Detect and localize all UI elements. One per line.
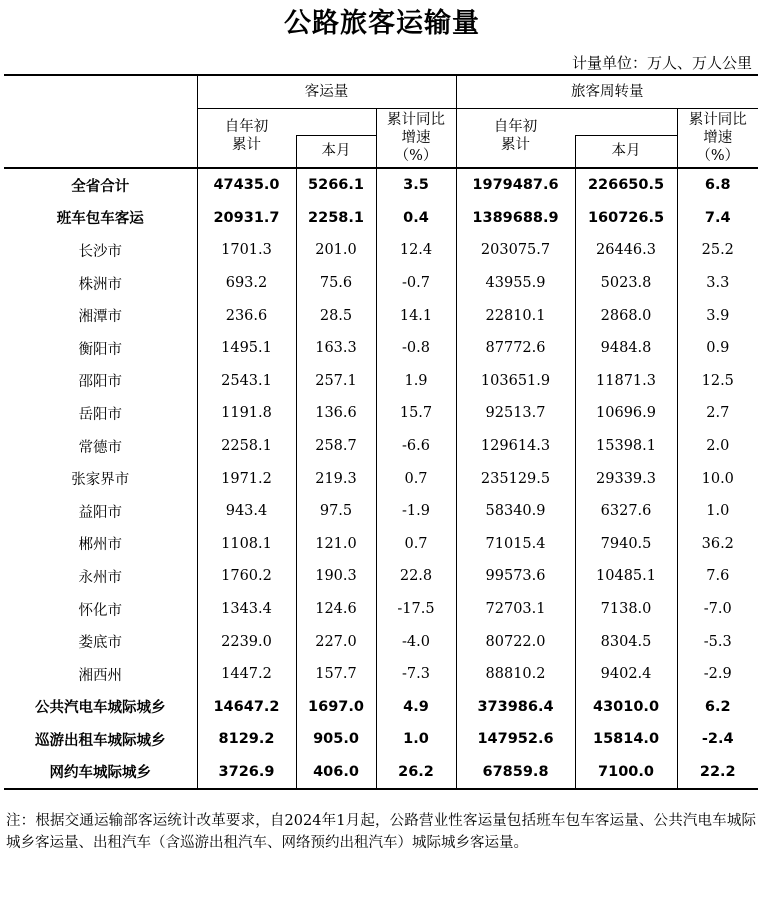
- header-ytd-line2: 累计: [501, 136, 531, 153]
- table-cell: 1.9: [376, 365, 456, 398]
- table-cell: 87772.6: [456, 332, 575, 365]
- header-blank: [4, 75, 197, 168]
- table-cell: 9402.4: [575, 658, 677, 691]
- table-cell: 163.3: [296, 332, 376, 365]
- table-cell: 97.5: [296, 495, 376, 528]
- passenger-transport-table: [4, 74, 758, 790]
- table-cell: 0.7: [376, 528, 456, 561]
- table-cell: 36.2: [677, 528, 758, 561]
- table-cell: 88810.2: [456, 658, 575, 691]
- header-month-volume: 本月: [296, 135, 376, 168]
- table-cell: 26446.3: [575, 234, 677, 267]
- table-cell: 15398.1: [575, 430, 677, 463]
- table-cell: 203075.7: [456, 234, 575, 267]
- header-growth-line1: 累计同比: [387, 111, 445, 128]
- row-label: 长沙市: [78, 243, 122, 260]
- table-row: [4, 495, 758, 528]
- table-cell: 8304.5: [575, 625, 677, 658]
- table-cell: 1108.1: [197, 528, 296, 561]
- table-cell: 1495.1: [197, 332, 296, 365]
- table-cell: 67859.8: [456, 756, 575, 790]
- table-cell: 258.7: [296, 430, 376, 463]
- table-cell: 2239.0: [197, 625, 296, 658]
- table-row: [4, 528, 758, 561]
- table-cell: 5023.8: [575, 267, 677, 300]
- table-cell: 147952.6: [456, 723, 575, 756]
- table-cell: 1191.8: [197, 397, 296, 430]
- header-growth-line2: 增速: [703, 129, 733, 146]
- table-cell: 3726.9: [197, 756, 296, 790]
- table-cell: 406.0: [296, 756, 376, 790]
- table-cell: -2.4: [677, 723, 758, 756]
- table-cell: 257.1: [296, 365, 376, 398]
- table-cell: 22810.1: [456, 299, 575, 332]
- row-label: 湘西州: [78, 667, 122, 684]
- table-cell: -2.9: [677, 658, 758, 691]
- footnote: 注：根据交通运输部客运统计改革要求，自2024年1月起，公路营业性客运量包括班车包车客运量、公共汽电车城际城乡客运量、出租汽车（含巡游出租汽车、网络预约出租汽车）城际城乡客运量。: [6, 813, 756, 851]
- table-cell: 2258.1: [296, 202, 376, 235]
- row-label: 郴州市: [78, 537, 122, 554]
- table-cell: 1697.0: [296, 691, 376, 724]
- table-cell: 43955.9: [456, 267, 575, 300]
- table-cell: 11871.3: [575, 365, 677, 398]
- header-month-turnover: 本月: [575, 135, 677, 168]
- table-cell: -1.9: [376, 495, 456, 528]
- table-cell: 7100.0: [575, 756, 677, 790]
- table-cell: 1979487.6: [456, 168, 575, 202]
- table-cell: 121.0: [296, 528, 376, 561]
- table-cell: 7940.5: [575, 528, 677, 561]
- table-cell: -7.3: [376, 658, 456, 691]
- table-cell: 5266.1: [296, 168, 376, 202]
- table-cell: 226650.5: [575, 168, 677, 202]
- table-cell: 235129.5: [456, 462, 575, 495]
- header-ytd-volume: [197, 108, 296, 168]
- table-row: [4, 365, 758, 398]
- table-cell: 47435.0: [197, 168, 296, 202]
- header-growth-line2: 增速: [401, 129, 431, 146]
- table-cell: 20931.7: [197, 202, 296, 235]
- table-cell: 129614.3: [456, 430, 575, 463]
- table-row: [4, 560, 758, 593]
- table-cell: 136.6: [296, 397, 376, 430]
- table-row: [4, 430, 758, 463]
- header-growth-line3: （%）: [394, 147, 438, 164]
- table-body: [4, 168, 758, 789]
- table-row: [4, 723, 758, 756]
- table-cell: 0.9: [677, 332, 758, 365]
- table-cell: 72703.1: [456, 593, 575, 626]
- page-title: 公路旅客运输量: [284, 8, 480, 39]
- table-row: [4, 462, 758, 495]
- table-row: [4, 267, 758, 300]
- table-row: [4, 202, 758, 235]
- row-label: 班车包车客运: [56, 211, 144, 228]
- table-cell: -4.0: [376, 625, 456, 658]
- unit-label: 计量单位：万人、万人公里: [571, 54, 752, 72]
- table-cell: 227.0: [296, 625, 376, 658]
- table-cell: 219.3: [296, 462, 376, 495]
- row-label: 永州市: [78, 569, 122, 586]
- table-row: [4, 691, 758, 724]
- table-cell: 693.2: [197, 267, 296, 300]
- table-row: [4, 625, 758, 658]
- table-cell: 190.3: [296, 560, 376, 593]
- table-row: [4, 168, 758, 202]
- header-ytd-line1: 自年初: [224, 118, 269, 135]
- table-row: [4, 593, 758, 626]
- table-cell: 99573.6: [456, 560, 575, 593]
- table-cell: 157.7: [296, 658, 376, 691]
- table-cell: 905.0: [296, 723, 376, 756]
- row-label: 邵阳市: [78, 374, 122, 391]
- table-cell: 943.4: [197, 495, 296, 528]
- table-cell: 9484.8: [575, 332, 677, 365]
- table-cell: 3.3: [677, 267, 758, 300]
- table-cell: -0.8: [376, 332, 456, 365]
- row-label: 岳阳市: [78, 406, 122, 423]
- table-cell: 2543.1: [197, 365, 296, 398]
- table-cell: -0.7: [376, 267, 456, 300]
- table-cell: 26.2: [376, 756, 456, 790]
- table-header: [4, 75, 758, 168]
- table-cell: 3.9: [677, 299, 758, 332]
- table-cell: 29339.3: [575, 462, 677, 495]
- table-row: [4, 332, 758, 365]
- table-cell: 71015.4: [456, 528, 575, 561]
- table-cell: 1701.3: [197, 234, 296, 267]
- table-cell: 58340.9: [456, 495, 575, 528]
- table-cell: 15.7: [376, 397, 456, 430]
- table-cell: 8129.2: [197, 723, 296, 756]
- table-row: [4, 756, 758, 790]
- header-growth-line3: （%）: [696, 147, 740, 164]
- table-cell: 373986.4: [456, 691, 575, 724]
- table-cell: 14.1: [376, 299, 456, 332]
- table-cell: 6.8: [677, 168, 758, 202]
- table-cell: 2.0: [677, 430, 758, 463]
- table-cell: 80722.0: [456, 625, 575, 658]
- table-cell: 14647.2: [197, 691, 296, 724]
- table-cell: 2868.0: [575, 299, 677, 332]
- row-label: 娄底市: [78, 635, 122, 652]
- table-cell: 6.2: [677, 691, 758, 724]
- table-cell: 124.6: [296, 593, 376, 626]
- table-row: [4, 658, 758, 691]
- table-cell: 75.6: [296, 267, 376, 300]
- table-cell: 3.5: [376, 168, 456, 202]
- table-row: [4, 397, 758, 430]
- table-cell: 22.8: [376, 560, 456, 593]
- table-cell: 43010.0: [575, 691, 677, 724]
- header-passenger-volume: 客运量: [197, 75, 456, 108]
- table-cell: 7.4: [677, 202, 758, 235]
- table-cell: 6327.6: [575, 495, 677, 528]
- table-cell: 1760.2: [197, 560, 296, 593]
- header-month-volume-top: [296, 108, 376, 135]
- row-label: 网约车城际城乡: [4, 756, 197, 790]
- row-label: 怀化市: [78, 602, 122, 619]
- table-cell: 1.0: [677, 495, 758, 528]
- header-month-turnover-top: [575, 108, 677, 135]
- header-ytd-line2: 累计: [232, 136, 261, 153]
- row-label: 常德市: [78, 439, 122, 456]
- table-cell: -6.6: [376, 430, 456, 463]
- table-cell: 12.4: [376, 234, 456, 267]
- row-label: 巡游出租车城际城乡: [35, 732, 166, 749]
- table-cell: 103651.9: [456, 365, 575, 398]
- header-ytd-turnover: [456, 108, 575, 168]
- table-cell: 1343.4: [197, 593, 296, 626]
- table-cell: 10485.1: [575, 560, 677, 593]
- table-cell: 10696.9: [575, 397, 677, 430]
- table-cell: -17.5: [376, 593, 456, 626]
- table-cell: 0.4: [376, 202, 456, 235]
- row-label: 株洲市: [78, 276, 122, 293]
- table-cell: 25.2: [677, 234, 758, 267]
- table-cell: 2.7: [677, 397, 758, 430]
- table-cell: 1971.2: [197, 462, 296, 495]
- header-growth-turnover: [677, 108, 758, 168]
- table-cell: 236.6: [197, 299, 296, 332]
- table-cell: -5.3: [677, 625, 758, 658]
- table-row: [4, 299, 758, 332]
- table-cell: 92513.7: [456, 397, 575, 430]
- table-cell: 22.2: [677, 756, 758, 790]
- table-cell: 7138.0: [575, 593, 677, 626]
- table-cell: 2258.1: [197, 430, 296, 463]
- row-label: 公共汽电车城际城乡: [35, 700, 166, 717]
- table-cell: 1447.2: [197, 658, 296, 691]
- table-cell: 0.7: [376, 462, 456, 495]
- header-growth-volume: [376, 108, 456, 168]
- row-label: 益阳市: [78, 504, 122, 521]
- table-cell: 1389688.9: [456, 202, 575, 235]
- header-growth-line1: 累计同比: [688, 111, 747, 128]
- table-cell: 12.5: [677, 365, 758, 398]
- table-cell: 10.0: [677, 462, 758, 495]
- row-label: 湘潭市: [78, 309, 122, 326]
- row-label: 衡阳市: [78, 341, 122, 358]
- table-cell: 7.6: [677, 560, 758, 593]
- table-cell: 160726.5: [575, 202, 677, 235]
- table-cell: 15814.0: [575, 723, 677, 756]
- table-cell: -7.0: [677, 593, 758, 626]
- table-row: [4, 234, 758, 267]
- table-cell: 28.5: [296, 299, 376, 332]
- row-label: 全省合计: [71, 178, 130, 195]
- table-cell: 1.0: [376, 723, 456, 756]
- table-cell: 201.0: [296, 234, 376, 267]
- header-passenger-turnover: 旅客周转量: [456, 75, 758, 108]
- row-label: 张家界市: [71, 472, 130, 489]
- table-cell: 4.9: [376, 691, 456, 724]
- header-ytd-line1: 自年初: [493, 118, 538, 135]
